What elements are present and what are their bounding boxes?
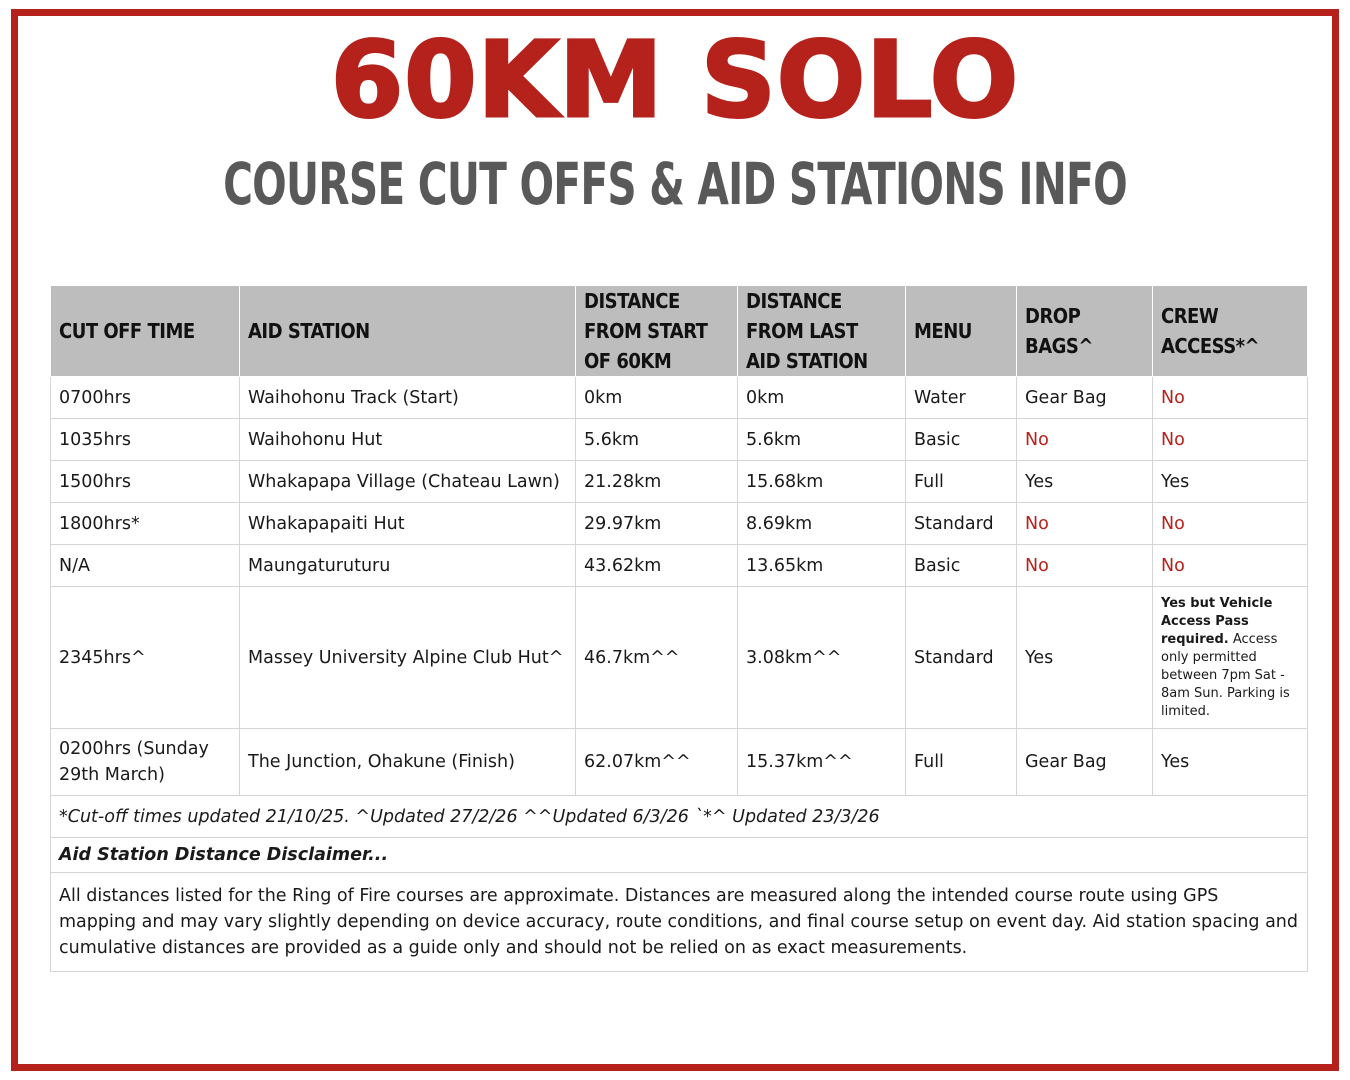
- cell-distance-start: 43.62km: [576, 545, 738, 587]
- cell-station: Waihohonu Hut: [240, 419, 576, 461]
- cell-crew-access: [1153, 587, 1308, 729]
- cell-station: Whakapapaiti Hut: [240, 503, 576, 545]
- update-note: *Cut-off times updated 21/10/25. ^Updated 27/2/26 ^^Updated 6/3/26 `*^ Updated 23/3/26: [51, 796, 1308, 838]
- cell-menu: Full: [906, 461, 1017, 503]
- cell-menu: Standard: [906, 587, 1017, 729]
- cell-distance-last: 3.08km^^: [738, 587, 906, 729]
- cell-station: Massey University Alpine Club Hut^: [240, 587, 576, 729]
- cell-distance-start: 21.28km: [576, 461, 738, 503]
- crew-access-note: Access only permitted between 7pm Sat - 8am Sun. Parking is limited.: [1161, 631, 1290, 719]
- cell-distance-last: 15.68km: [738, 461, 906, 503]
- cell-menu: Water: [906, 377, 1017, 419]
- cell-distance-start: 5.6km: [576, 419, 738, 461]
- cell-crew-access: No: [1153, 377, 1308, 419]
- disclaimer-title: Aid Station Distance Disclaimer...: [51, 838, 1308, 873]
- cell-drop-bags: No: [1017, 419, 1153, 461]
- cell-menu: Basic: [906, 419, 1017, 461]
- cell-drop-bags: Gear Bag: [1017, 377, 1153, 419]
- cell-distance-last: 8.69km: [738, 503, 906, 545]
- cell-crew-access: Yes: [1153, 729, 1308, 796]
- cell-cutoff: 1035hrs: [51, 419, 240, 461]
- header-distance-last: DISTANCE FROM LAST AID STATION: [738, 286, 906, 377]
- update-note-row: [51, 796, 1308, 838]
- cell-cutoff: 1500hrs: [51, 461, 240, 503]
- header-aid-station: AID STATION: [240, 286, 576, 377]
- crew-access-bold-note: Yes but Vehicle Access Pass required.: [1161, 595, 1273, 647]
- table-row: [51, 729, 1308, 796]
- cell-distance-start: 62.07km^^: [576, 729, 738, 796]
- cell-drop-bags: Yes: [1017, 587, 1153, 729]
- disclaimer-text: All distances listed for the Ring of Fire courses are approximate. Distances are measured along the intended course route using GPS mapping and may vary slightly depending on device accuracy, route conditions, and final course setup on event day. Aid station spacing and cumulative distances are provided as a guide only and should not be relied on as exact measurements.: [51, 873, 1308, 972]
- cell-crew-access: No: [1153, 419, 1308, 461]
- cell-crew-access: No: [1153, 503, 1308, 545]
- page-title: 60KM SOLO: [330, 19, 1020, 141]
- header-distance-start: DISTANCE FROM START OF 60KM: [576, 286, 738, 377]
- header-menu: MENU: [906, 286, 1017, 377]
- cell-distance-last: 0km: [738, 377, 906, 419]
- cell-station: Maungaturuturu: [240, 545, 576, 587]
- cell-crew-access: No: [1153, 545, 1308, 587]
- cell-station: Waihohonu Track (Start): [240, 377, 576, 419]
- cell-drop-bags: No: [1017, 545, 1153, 587]
- table-row: [51, 377, 1308, 419]
- cell-cutoff: 2345hrs^: [51, 587, 240, 729]
- cell-distance-start: 0km: [576, 377, 738, 419]
- header-crew-access: CREW ACCESS*^: [1153, 286, 1308, 377]
- cell-cutoff: N/A: [51, 545, 240, 587]
- aid-stations-table: [50, 285, 1308, 972]
- table-row: [51, 545, 1308, 587]
- cell-drop-bags: Gear Bag: [1017, 729, 1153, 796]
- cell-menu: Standard: [906, 503, 1017, 545]
- cell-cutoff: 1800hrs*: [51, 503, 240, 545]
- table-header-row: [51, 286, 1308, 377]
- header-drop-bags: DROP BAGS^: [1017, 286, 1153, 377]
- cell-drop-bags: Yes: [1017, 461, 1153, 503]
- table-row: [51, 587, 1308, 729]
- cell-cutoff: 0200hrs (Sunday 29th March): [51, 729, 240, 796]
- cell-crew-access: Yes: [1153, 461, 1308, 503]
- cell-station: The Junction, Ohakune (Finish): [240, 729, 576, 796]
- cell-menu: Basic: [906, 545, 1017, 587]
- cell-station: Whakapapa Village (Chateau Lawn): [240, 461, 576, 503]
- cell-distance-start: 46.7km^^: [576, 587, 738, 729]
- cell-distance-last: 13.65km: [738, 545, 906, 587]
- cell-distance-last: 5.6km: [738, 419, 906, 461]
- table-row: [51, 503, 1308, 545]
- disclaimer-title-row: [51, 838, 1308, 873]
- header-cutoff: CUT OFF TIME: [51, 286, 240, 377]
- page-subtitle: COURSE CUT OFFS & AID STATIONS INFO: [223, 150, 1127, 218]
- table-row: [51, 461, 1308, 503]
- cell-drop-bags: No: [1017, 503, 1153, 545]
- cell-cutoff: 0700hrs: [51, 377, 240, 419]
- disclaimer-row: [51, 873, 1308, 972]
- table-row: [51, 419, 1308, 461]
- cell-distance-start: 29.97km: [576, 503, 738, 545]
- cell-menu: Full: [906, 729, 1017, 796]
- cell-distance-last: 15.37km^^: [738, 729, 906, 796]
